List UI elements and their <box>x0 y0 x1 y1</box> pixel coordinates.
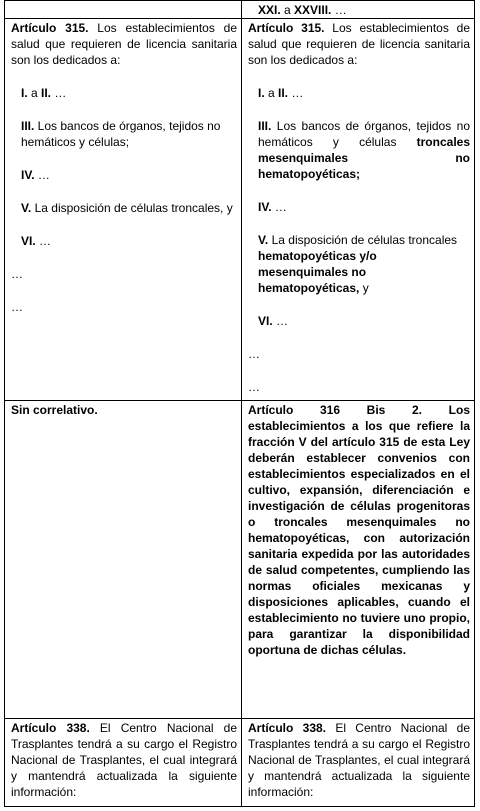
article-label: Artículo 315. <box>11 21 89 35</box>
art316bis2-current-cell <box>5 401 242 719</box>
fraction-number: II. <box>41 86 52 100</box>
art338-current-cell <box>5 719 242 807</box>
fraction-v <box>11 200 237 216</box>
fraction-i-ii <box>248 85 470 101</box>
ellipsis: … <box>331 3 347 17</box>
fraction-connector: a <box>264 86 279 100</box>
fraction-number: IV. <box>258 200 272 214</box>
no-correlative-text: Sin correlativo. <box>11 403 98 417</box>
article-text: Los establecimientos de salud que requieren de licencia sanitaria son los dedicados a: <box>248 21 470 67</box>
ellipsis: … <box>11 300 23 314</box>
fraction-xxviii: XXVIII. <box>294 3 332 17</box>
fraction-number: VI. <box>258 314 273 328</box>
fraction-text: … <box>271 200 287 214</box>
fraction-number: IV. <box>21 168 35 182</box>
art338-reform-cell <box>242 719 475 807</box>
fraction-number: V. <box>21 201 32 215</box>
fraction-i-ii <box>11 85 237 101</box>
ellipsis: … <box>11 267 23 281</box>
art315-reform-cell <box>242 19 475 401</box>
fraction-xxi: XXI. <box>258 3 281 17</box>
art316bis2-reform-cell <box>242 401 475 719</box>
fraction-number: III. <box>258 119 272 133</box>
art315-current-cell <box>5 19 242 401</box>
comparison-table <box>4 0 475 807</box>
fraction-vi <box>11 233 237 249</box>
table-row <box>5 401 475 719</box>
fraction-text: … <box>272 314 289 328</box>
fraction-number: III. <box>21 119 35 133</box>
fraction-text: La disposición de células troncales <box>268 233 458 247</box>
fraction-text: y <box>359 281 369 295</box>
fraction-text: … <box>288 86 304 100</box>
fraction-text: Los bancos de órganos, tejidos no hemáticos y células <box>258 119 470 149</box>
article-label: Artículo 338. <box>248 721 327 735</box>
art338-text <box>11 720 237 800</box>
article-text: Los establecimientos de salud que requieren de licencia sanitaria son los dedicados a: <box>11 21 237 67</box>
row0-left-cell <box>5 1 242 19</box>
fraction-number: VI. <box>21 234 36 248</box>
fraction-text: Los bancos de órganos, tejidos no hemáticos y células; <box>21 119 221 149</box>
fraction-connector: a <box>27 86 42 100</box>
ellipsis: … <box>248 380 260 394</box>
range-connector: a <box>280 3 295 17</box>
fraction-text: … <box>51 86 67 100</box>
fraction-added-text: hematopoyéticas y/o mesenquimales no hematopoyéticas, <box>258 249 377 295</box>
article-text: El Centro Nacional de Trasplantes tendrá a su cargo el Registro Nacional de Trasplantes, el cual integrará y mantendrá actualizada la siguiente información: <box>11 721 237 799</box>
table-row <box>5 719 475 807</box>
fraction-number: V. <box>258 233 269 247</box>
art338-text <box>248 720 470 800</box>
table-row <box>5 1 475 19</box>
fraction-iv <box>248 199 470 215</box>
fraction-v <box>248 232 470 296</box>
article-text: El Centro Nacional de Trasplantes tendrá a su cargo el Registro Nacional de Trasplantes, el cual integrará y mantendrá actualizada la siguiente información: <box>248 721 470 799</box>
fraction-text: La disposición de células troncales, y <box>31 201 233 215</box>
fraction-iv <box>11 167 237 183</box>
art316bis2-text: Artículo 316 Bis 2. Los establecimientos a los que refiere la fracción V del artículo 315 de esta Ley deberán establecer convenios con establecimientos especializados en el cultivo, expansión, diferenciación e investigación de células progenitoras o troncales mesenquimales no hematopoyéticas, con autorización sanitaria expedida por las autoridades de salud competentes, cumpliendo las normas oficiales mexicanas y disposiciones aplicables, cuando el establecimiento no tuviere uno propio, para garantizar la disponibilidad oportuna de dichas células. <box>248 403 470 657</box>
fraction-text: … <box>35 234 52 248</box>
fraction-number: I. <box>258 86 265 100</box>
fraction-vi <box>248 313 470 329</box>
fraction-iii <box>248 118 470 182</box>
row0-right-cell <box>242 1 475 19</box>
table-row <box>5 19 475 401</box>
fraction-iii <box>11 118 237 150</box>
fraction-number: I. <box>21 86 28 100</box>
article-label: Artículo 338. <box>11 721 90 735</box>
fraction-added-text: troncales mesenquimales no hematopoyéticas; <box>258 135 470 181</box>
fraction-text: … <box>34 168 50 182</box>
ellipsis: … <box>248 347 260 361</box>
art315-intro <box>248 20 470 68</box>
fraction-number: II. <box>278 86 289 100</box>
art315-intro <box>11 20 237 68</box>
article-label: Artículo 315. <box>248 21 325 35</box>
